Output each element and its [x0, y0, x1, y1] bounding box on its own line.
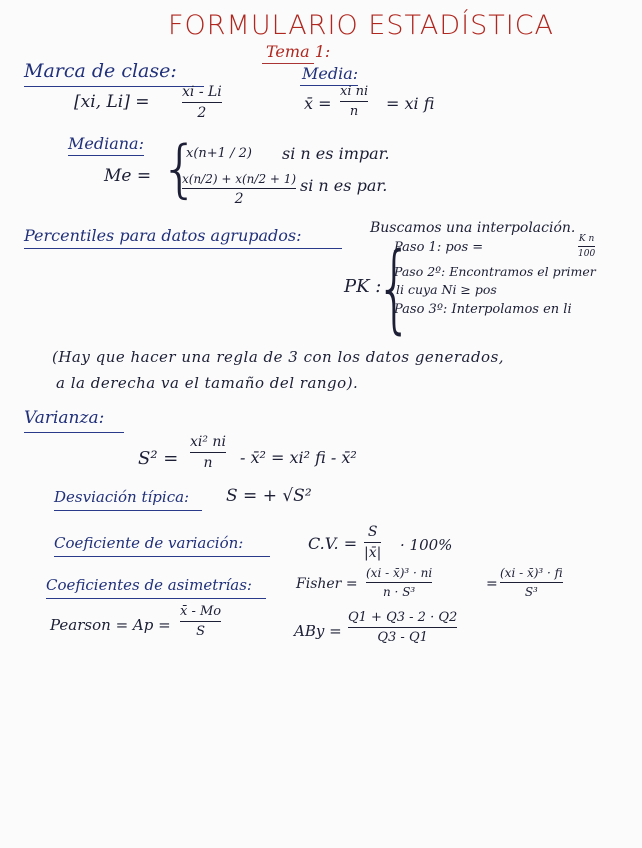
fraction-bar: [500, 582, 563, 583]
fisher-numerator-1: (xi - x̄)³ · ni: [366, 566, 433, 580]
media-rhs: = xi fi: [386, 94, 435, 113]
percentiles-step3: Paso 3º: Interpolamos en li: [394, 302, 572, 317]
mediana-heading: Mediana:: [68, 134, 144, 153]
coeficiente-underline: [54, 556, 270, 557]
media-denominator: n: [349, 104, 359, 119]
fraction-bar: [578, 246, 595, 247]
percentiles-heading: Percentiles para datos agrupados:: [24, 226, 302, 245]
fisher-denominator-2: S³: [524, 585, 538, 599]
media-numerator: xi ni: [340, 84, 369, 99]
varianza-denominator: n: [203, 455, 213, 471]
pearson-lhs: Pearson = Ap =: [50, 616, 171, 634]
page-subtitle: Tema 1:: [266, 42, 331, 61]
marca-fraction: [182, 84, 222, 121]
note-line2: a la derecha va el tamaño del rango).: [56, 374, 359, 392]
percentiles-underline: [24, 248, 342, 249]
fisher-denominator-1: n · S³: [383, 585, 416, 599]
varianza-heading: Varianza:: [24, 408, 105, 428]
fraction-bar: [182, 102, 222, 103]
coeficiente-fraction: [364, 524, 381, 561]
fisher-equals: =: [486, 576, 498, 592]
percentiles-brace: {: [376, 232, 413, 344]
bowley-lhs: ABy =: [294, 622, 342, 640]
coeficiente-denominator: |x̄|: [364, 545, 382, 561]
media-heading: Media:: [302, 64, 359, 83]
fraction-bar: [182, 188, 296, 189]
marca-heading: Marca de clase:: [24, 60, 177, 82]
percentiles-step1: Paso 1: pos =: [394, 240, 484, 255]
desviacion-formula: S = + √S²: [226, 486, 312, 506]
fraction-bar: [366, 582, 432, 583]
mediana-case1-expr: x(n+1 / 2): [186, 146, 252, 161]
varianza-numerator: xi² ni: [190, 434, 226, 450]
varianza-underline: [24, 432, 124, 433]
percentiles-step1-denominator: 100: [578, 249, 596, 259]
varianza-lhs: S² =: [138, 448, 179, 469]
mediana-case2-cond: si n es par.: [300, 176, 388, 195]
mediana-case1-cond: si n es impar.: [282, 144, 390, 163]
percentiles-step2-line2: li cuya Ni ≥ pos: [396, 282, 497, 297]
pearson-denominator: S: [196, 624, 206, 639]
asimetria-underline: [46, 598, 266, 599]
fraction-bar: [180, 621, 221, 622]
fraction-bar: [190, 452, 226, 453]
varianza-rest: - x̄² = xi² fi - x̄²: [240, 448, 357, 467]
fisher-lhs: Fisher =: [296, 576, 358, 592]
mediana-lhs: Me =: [104, 166, 152, 186]
desviacion-underline: [54, 510, 202, 511]
marca-numerator: xi - Li: [182, 84, 222, 100]
marca-underline: [24, 86, 204, 87]
media-fraction: [340, 84, 368, 119]
asimetria-heading: Coeficientes de asimetrías:: [46, 576, 252, 594]
media-lhs: x̄ =: [304, 94, 332, 113]
percentiles-step1-numerator: K n: [578, 234, 595, 244]
coeficiente-numerator: S: [367, 524, 378, 540]
mediana-case2-denominator: 2: [234, 191, 244, 207]
coeficiente-lhs: C.V. =: [308, 534, 358, 553]
note-line1: (Hay que hacer una regla de 3 con los datos generados,: [52, 348, 505, 366]
mediana-case2-fraction: [182, 172, 296, 207]
percentiles-intro: Buscamos una interpolación.: [370, 220, 576, 236]
percentiles-step2-line1: Paso 2º: Encontramos el primer: [394, 264, 596, 279]
bowley-fraction: [348, 610, 457, 645]
fraction-bar: [340, 101, 368, 102]
fisher-numerator-2: (xi - x̄)³ · fi: [500, 566, 563, 580]
mediana-underline: [68, 155, 144, 156]
bowley-numerator: Q1 + Q3 - 2 · Q2: [348, 610, 458, 625]
fisher-fraction-1: [366, 566, 432, 599]
varianza-fraction: [190, 434, 226, 471]
coeficiente-heading: Coeficiente de variación:: [54, 534, 244, 552]
fraction-bar: [348, 627, 457, 628]
percentiles-step1-fraction: [578, 234, 595, 259]
pearson-numerator: x̄ - Mo: [180, 604, 222, 619]
marca-lhs: [xi, Li] =: [74, 92, 150, 112]
pearson-fraction: [180, 604, 221, 639]
marca-denominator: 2: [197, 105, 207, 121]
mediana-brace: {: [160, 132, 200, 205]
coeficiente-rhs: · 100%: [400, 536, 453, 554]
mediana-case2-numerator: x(n/2) + x(n/2 + 1): [182, 172, 297, 186]
desviacion-heading: Desviación típica:: [54, 488, 190, 506]
bowley-denominator: Q3 - Q1: [377, 630, 428, 645]
fisher-fraction-2: [500, 566, 563, 599]
fraction-bar: [364, 542, 381, 543]
percentiles-symbol: PK :: [344, 276, 382, 297]
page-title: FORMULARIO ESTADÍSTICA: [168, 10, 555, 41]
